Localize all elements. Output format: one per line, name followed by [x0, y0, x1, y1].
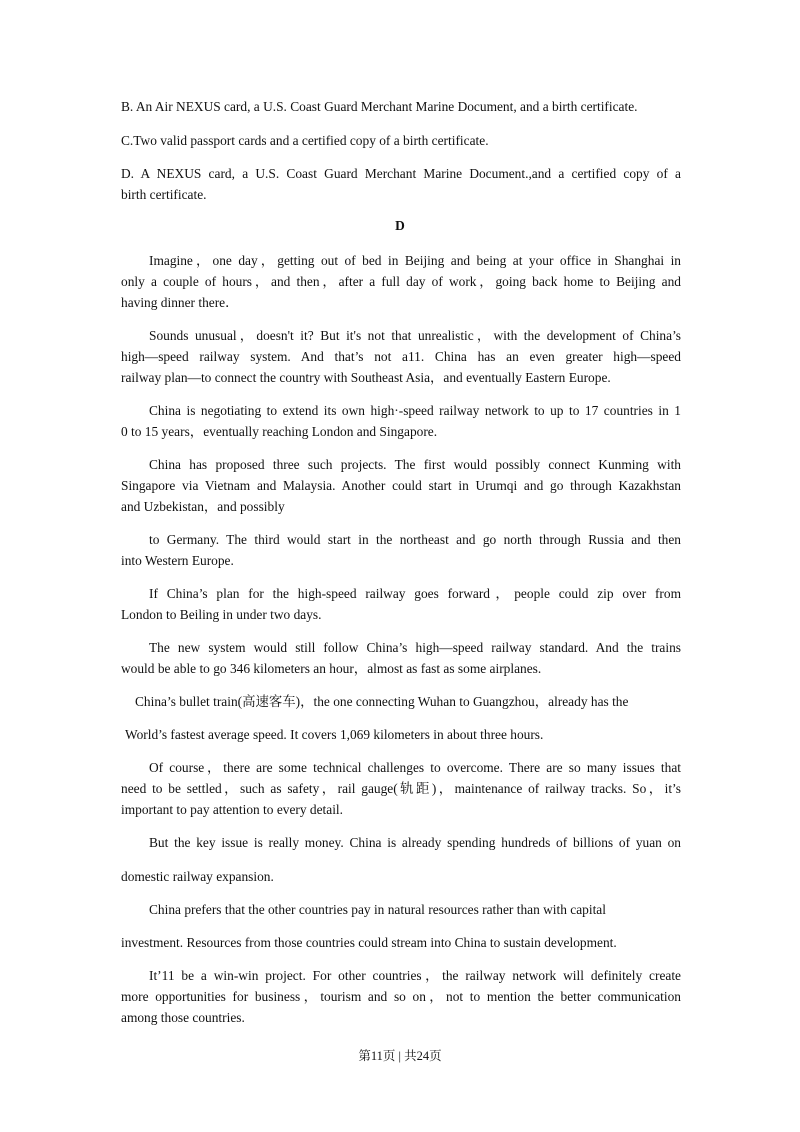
- text-line: to Germany. The third would start in the northeast and go north through Russia and then: [149, 532, 681, 547]
- text-line: more opportunities for business，tourism and so on，not to mention the better communication: [121, 989, 681, 1004]
- text-line: But the key issue is really money. China is already spending hundreds of billions of yuan on: [149, 835, 681, 850]
- text-line: China prefers that the other countries pay in natural resources rather than with capital: [149, 902, 606, 917]
- text-line: World’s fastest average speed. It covers 1,069 kilometers in about three hours.: [125, 727, 544, 742]
- text-line: and Uzbekistan，and possibly: [121, 499, 285, 514]
- text-line: important to pay attention to every detail.: [121, 802, 343, 817]
- text-line: only a couple of hours，and then，after a full day of work，going back home to Beijing and: [121, 274, 681, 289]
- text-line: Singapore via Vietnam and Malaysia. Another could start in Urumqi and go through Kazakhstan: [121, 478, 681, 493]
- text-line: birth certificate.: [121, 187, 207, 202]
- text-line: D. A NEXUS card, a U.S. Coast Guard Merchant Marine Document.,and a certified copy of a: [121, 166, 681, 181]
- text-line: investment. Resources from those countries could stream into China to sustain development.: [121, 935, 617, 950]
- text-line: need to be settled，such as safety，rail gauge(轨距)，maintenance of railway tracks. So，it’s: [121, 781, 681, 796]
- text-line: would be able to go 346 kilometers an hour，almost as fast as some airplanes.: [121, 661, 542, 676]
- text-line: C.Two valid passport cards and a certified copy of a birth certificate.: [121, 133, 489, 148]
- text-line: China’s bullet train(高速客车)，the one connecting Wuhan to Guangzhou，already has the: [135, 694, 629, 709]
- text-line: B. An Air NEXUS card, a U.S. Coast Guard Merchant Marine Document, and a birth certificate.: [121, 99, 638, 114]
- section-heading: D: [395, 218, 405, 233]
- text-line: having dinner there．: [121, 295, 239, 310]
- text-line: The new system would still follow China’s high—speed railway standard. And the trains: [149, 640, 681, 655]
- text-line: China has proposed three such projects. The first would possibly connect Kunming with: [149, 457, 681, 472]
- text-line: China is negotiating to extend its own high·-speed railway network to up to 17 countries in 1: [149, 403, 681, 418]
- text-line: Sounds unusual，doesn't it? But it's not that unrealistic，with the development of China’s: [149, 328, 681, 343]
- text-line: 0 to 15 years，eventually reaching London and Singapore.: [121, 424, 438, 439]
- text-line: Imagine，one day，getting out of bed in Beijing and being at your office in Shanghai in: [149, 253, 681, 268]
- text-line: If China’s plan for the high-speed railway goes forward，people could zip over from: [149, 586, 681, 601]
- text-line: among those countries.: [121, 1010, 245, 1025]
- text-line: into Western Europe.: [121, 553, 234, 568]
- page-footer: 第11页 | 共24页: [358, 1049, 442, 1063]
- text-line: high—speed railway system. And that’s not a11. China has an even greater high—speed: [121, 349, 681, 364]
- text-line: It’11 be a win-win project. For other countries，the railway network will definitely create: [149, 968, 681, 983]
- text-line: London to Beiling in under two days.: [121, 607, 322, 622]
- text-line: Of course，there are some technical challenges to overcome. There are so many issues that: [149, 760, 681, 775]
- text-line: railway plan—to connect the country with Southeast Asia，and eventually Eastern Europe.: [121, 370, 611, 385]
- text-line: domestic railway expansion.: [121, 869, 274, 884]
